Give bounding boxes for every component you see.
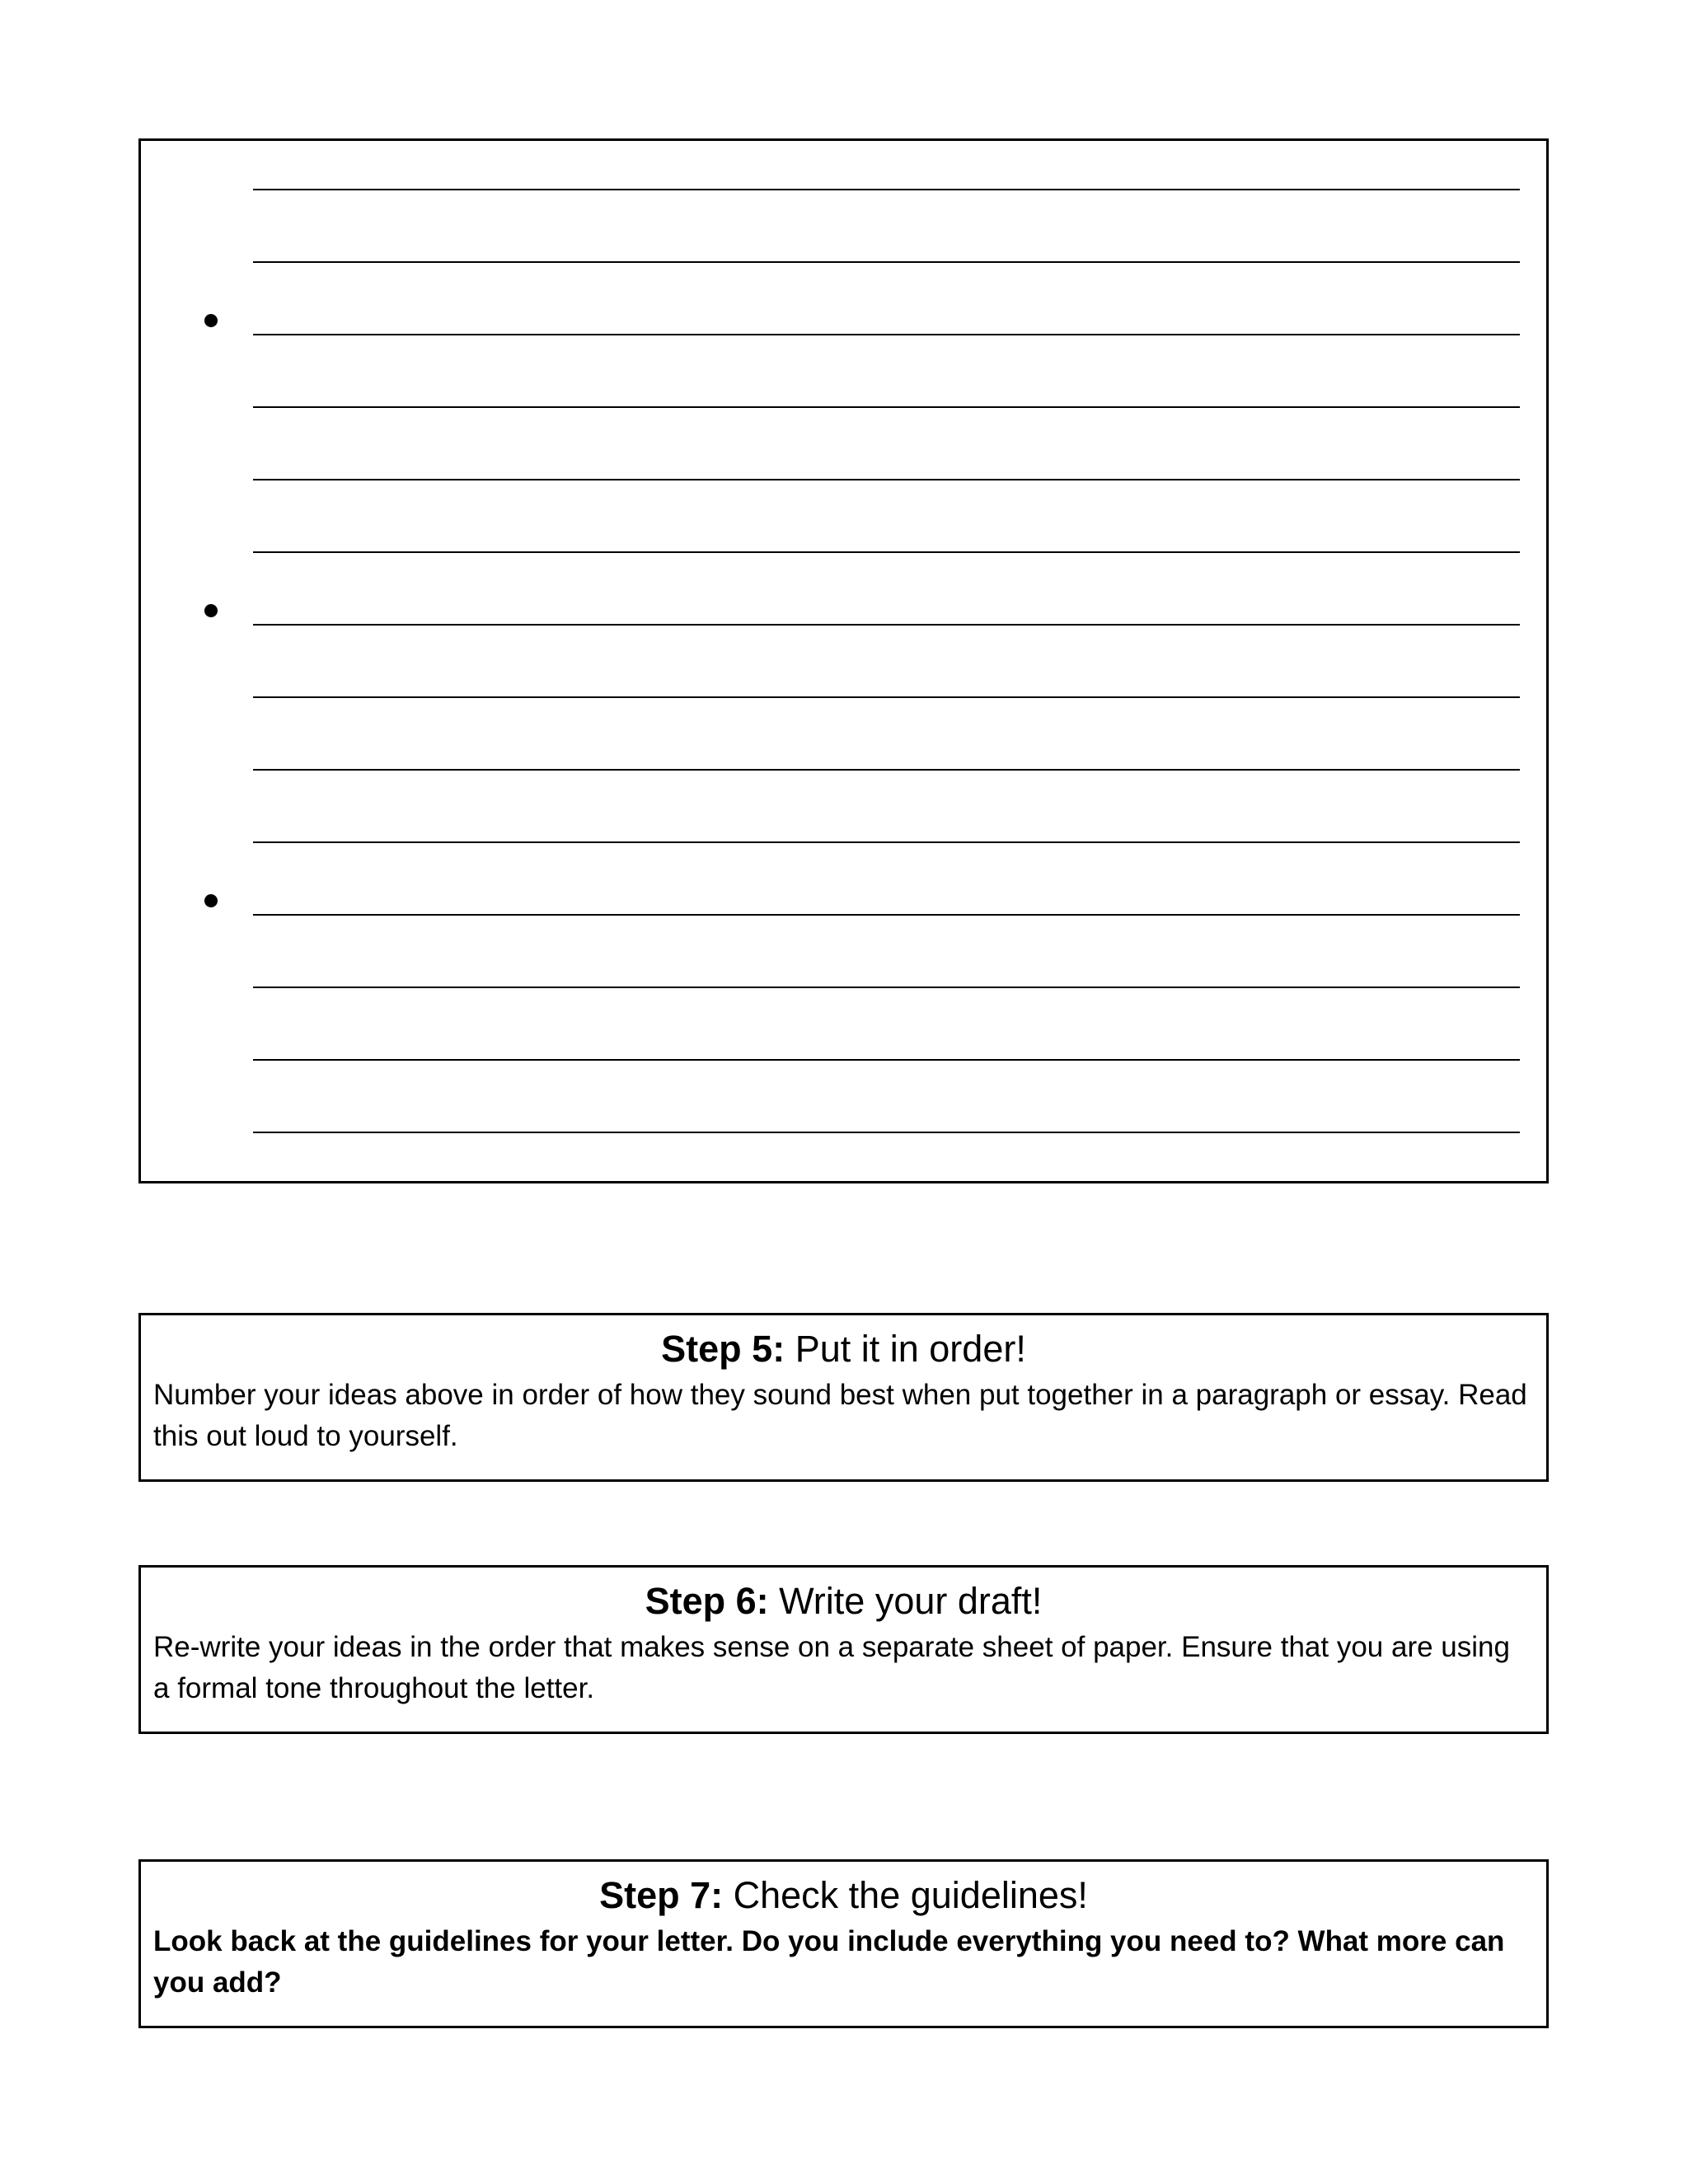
writing-line[interactable] <box>253 406 1520 408</box>
writing-line[interactable] <box>253 479 1520 480</box>
step-7-instructions: Look back at the guidelines for your letter. Do you include everything you need to? What more can you add? <box>153 1925 1505 1999</box>
step-6-box <box>138 1565 1549 1734</box>
step-7-title: Check the guidelines! <box>733 1874 1088 1916</box>
step-5-title: Put it in order! <box>795 1328 1026 1370</box>
step-7-box <box>138 1859 1549 2028</box>
bullet-icon <box>204 894 218 907</box>
writing-line[interactable] <box>253 1059 1520 1061</box>
step-5-box <box>138 1313 1549 1482</box>
step-5-heading <box>153 1327 1534 1371</box>
writing-area <box>138 138 1549 1183</box>
writing-line[interactable] <box>253 696 1520 698</box>
writing-line[interactable] <box>253 1132 1520 1133</box>
step-7-label: Step 7: <box>599 1874 724 1916</box>
step-6-instructions: Re-write your ideas in the order that makes sense on a separate sheet of paper. Ensure that you are using a formal tone throughout the letter. <box>153 1631 1510 1704</box>
writing-line[interactable] <box>253 189 1520 190</box>
writing-line[interactable] <box>253 624 1520 626</box>
writing-line[interactable] <box>253 841 1520 843</box>
writing-line[interactable] <box>253 914 1520 916</box>
step-7-heading <box>153 1873 1534 1918</box>
step-6-label: Step 6: <box>645 1580 769 1622</box>
writing-line[interactable] <box>253 769 1520 771</box>
writing-line[interactable] <box>253 551 1520 553</box>
step-5-label: Step 5: <box>661 1328 785 1370</box>
writing-line[interactable] <box>253 334 1520 335</box>
writing-line[interactable] <box>253 987 1520 988</box>
bullet-icon <box>204 604 218 617</box>
bullet-icon <box>204 314 218 327</box>
step-6-heading <box>153 1579 1534 1624</box>
step-5-instructions: Number your ideas above in order of how they sound best when put together in a paragraph or essay. Read this out loud to yourself. <box>153 1379 1527 1452</box>
step-6-title: Write your draft! <box>779 1580 1043 1622</box>
writing-line[interactable] <box>253 261 1520 263</box>
